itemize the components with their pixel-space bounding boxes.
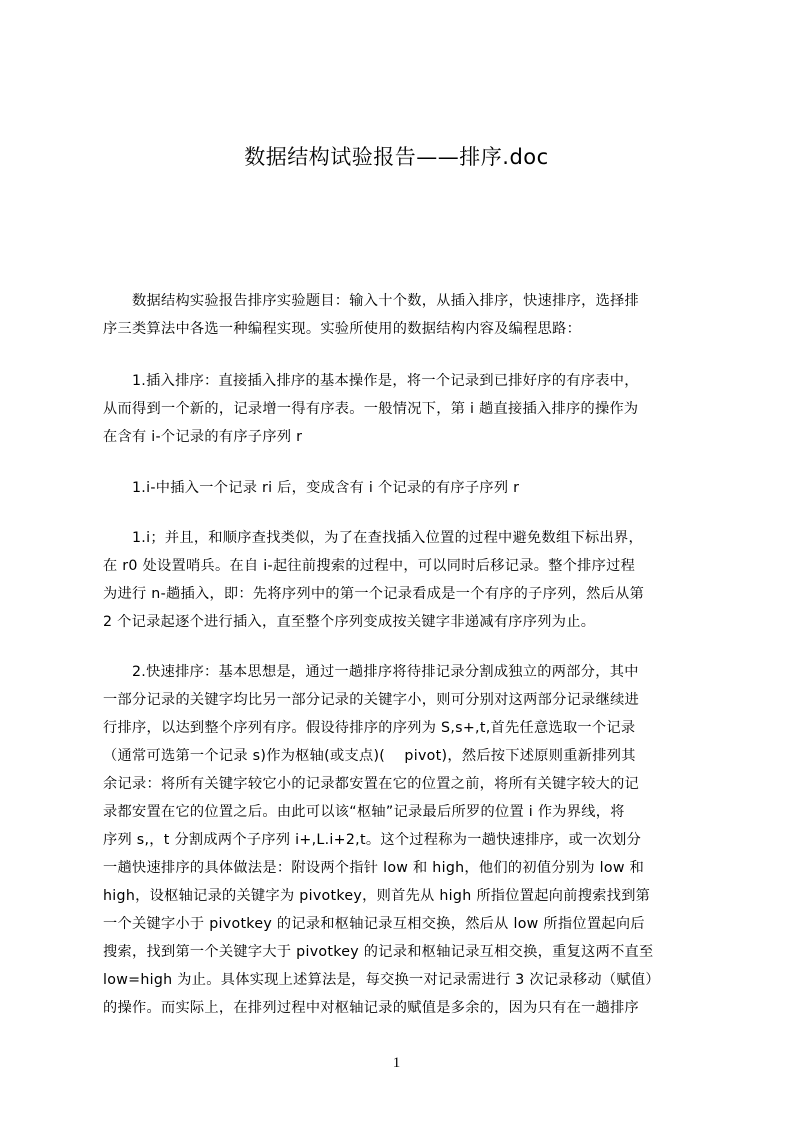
paragraph-insertion-step — [103, 474, 699, 502]
text-line: 序三类算法中各选一种编程实现。实验所使用的数据结构内容及编程思路： — [103, 321, 582, 337]
text-line: 2 个记录起逐个进行插入，直至整个序列变成按关键字非递减有序序列为止。 — [103, 614, 596, 630]
text-line: 搜索，找到第一个关键字大于 pivotkey 的记录和枢轴记录互相交换，重复这两不直至 — [103, 944, 654, 960]
text-line: low=high 为止。具体实现上述算法是，每交换一对记录需进行 3 次记录移动（赋值） — [103, 972, 660, 988]
text-line: 一部分记录的关键字均比另一部分记录的关键字小，则可分别对这两部分记录继续进 — [103, 692, 640, 708]
text-line: 1.i-中插入一个记录 ri 后，变成含有 i 个记录的有序子序列 r — [103, 480, 520, 496]
text-line: 从而得到一个新的，记录增一得有序表。一般情况下，第 i 趟直接插入排序的操作为 — [103, 401, 639, 417]
paragraph-insertion-sort — [103, 367, 699, 451]
text-line: 2.快速排序：基本思想是，通过一趟排序将待排记录分割成独立的两部分，其中 — [103, 664, 639, 680]
paragraph-intro — [103, 287, 699, 343]
text-line: 在 r0 处设置哨兵。在自 i-起往前搜索的过程中，可以同时后移记录。整个排序过程 — [103, 558, 636, 574]
text-line: 数据结构实验报告排序实验题目：输入十个数，从插入排序，快速排序，选择排 — [103, 293, 640, 309]
text-line: 余记录：将所有关键字较它小的记录都安置在它的位置之前，将所有关键字较大的记 — [103, 776, 640, 792]
text-line: 的操作。而实际上，在排列过程中对枢轴记录的赋值是多余的，因为只有在一趟排序 — [103, 1000, 640, 1016]
page-number: 1 — [392, 1055, 401, 1071]
paragraph-sentinel — [103, 524, 699, 636]
text-line: 一趟快速排序的具体做法是：附设两个指针 low 和 high，他们的初值分别为 low 和 — [103, 860, 645, 876]
text-line: 行排序，以达到整个序列有序。假设待排序的序列为 S,s+,t,首先任意选取一个记录 — [103, 720, 636, 736]
text-line: 在含有 i-个记录的有序子序列 r — [103, 429, 303, 445]
document-title: 数据结构试验报告——排序.doc — [244, 145, 549, 169]
text-line: 一个关键字小于 pivotkey 的记录和枢轴记录互相交换，然后从 low 所指位置起向后 — [103, 916, 645, 932]
text-line: 录都安置在它的位置之后。由此可以该“枢轴”记录最后所罗的位置 i 作为界线，将 — [103, 804, 625, 820]
paragraph-quick-sort — [103, 658, 699, 1022]
text-line: 为进行 n-趟插入，即：先将序列中的第一个记录看成是一个有序的子序列，然后从第 — [103, 586, 645, 602]
text-line: （通常可选第一个记录 s)作为枢轴(或支点)( pivot)，然后按下述原则重新排列其 — [103, 748, 636, 764]
text-line: 1.i；并且，和顺序查找类似，为了在查找插入位置的过程中避免数组下标出界， — [103, 530, 643, 546]
text-line: 1.插入排序：直接插入排序的基本操作是，将一个记录到已排好序的有序表中， — [103, 373, 639, 389]
text-line: 序列 s,，t 分割成两个子序列 i+,L.i+2,t。这个过程称为一趟快速排序，或一次划分 — [103, 832, 642, 848]
text-line: high，设枢轴记录的关键字为 pivotkey，则首先从 high 所指位置起向前搜索找到第 — [103, 888, 651, 904]
